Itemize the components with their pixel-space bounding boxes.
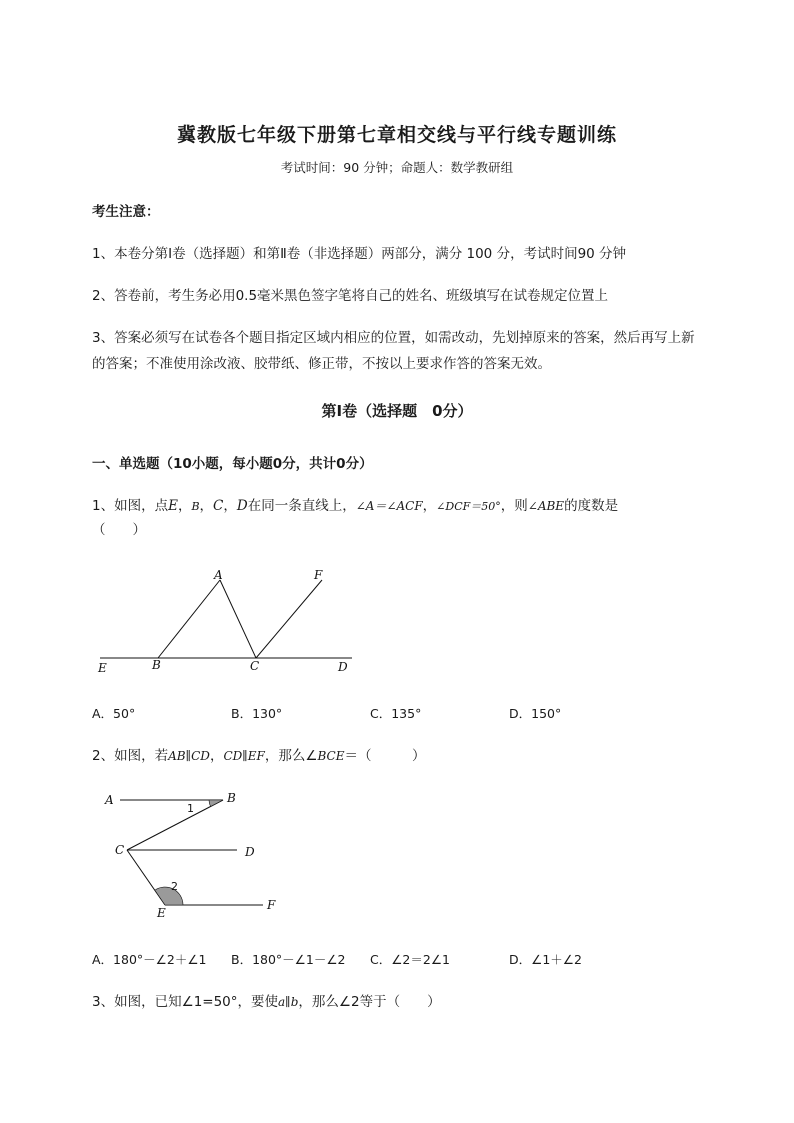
q1-option-a[interactable]: A．50° bbox=[92, 706, 136, 721]
q2-label-c: C bbox=[115, 843, 125, 857]
q1-segment-ba bbox=[158, 580, 220, 658]
q1-tail: ，则 bbox=[500, 498, 528, 514]
q3-cond: a∥b bbox=[278, 995, 299, 1009]
q2-label-e: E bbox=[157, 906, 166, 920]
q2-label-1: 1 bbox=[187, 802, 194, 815]
question-2-text bbox=[92, 744, 425, 764]
q1-label-e: E bbox=[98, 661, 107, 675]
q2-label-d: D bbox=[245, 845, 255, 859]
q2-ask: BCE bbox=[317, 749, 345, 763]
q3-num: 3、如图，已知∠1=50°，要使 bbox=[92, 994, 279, 1010]
q1-option-b[interactable]: B．130° bbox=[231, 706, 283, 721]
q1-segment-ac bbox=[220, 580, 256, 658]
q1-segment-cf bbox=[256, 580, 322, 658]
q1-label-a: A bbox=[214, 568, 223, 582]
section-title: 第Ⅰ卷（选择题 0分） bbox=[321, 402, 473, 420]
q1-point-b: B bbox=[191, 500, 200, 513]
q3-end: ，那么∠2等于（ ） bbox=[298, 994, 441, 1010]
q2-option-c[interactable]: C．∠2＝2∠1 bbox=[370, 952, 450, 967]
q1-option-d[interactable]: D．150° bbox=[509, 706, 562, 721]
q2-label-2: 2 bbox=[171, 880, 178, 893]
q1-end: 的度数是 bbox=[564, 498, 619, 514]
q1-sep: ， bbox=[223, 498, 237, 514]
q1-num: 1、如图，点 bbox=[92, 498, 169, 514]
notice-item-3: 3、答案必须写在试卷各个题目指定区域内相应的位置，如需改动，先划掉原来的答案，然后再写上新 bbox=[92, 330, 695, 346]
q1-figure bbox=[90, 560, 370, 680]
q1-ask: ∠ABE bbox=[527, 499, 565, 513]
q1-cond-2: ∠DCF＝50° bbox=[436, 500, 501, 513]
exam-subtitle: 考试时间：90 分钟；命题人：数学教研组 bbox=[280, 160, 514, 175]
q1-cond-1: ∠A＝∠ACF bbox=[355, 499, 423, 513]
q1-option-c[interactable]: C．135° bbox=[370, 706, 422, 721]
q1-label-d: D bbox=[338, 660, 348, 674]
q1-label-c: C bbox=[250, 659, 260, 673]
q1-sep: ， bbox=[177, 498, 192, 514]
part-title: 一、单选题（10小题，每小题0分，共计0分） bbox=[92, 456, 373, 472]
notice-item-1: 1、本卷分第Ⅰ卷（选择题）和第Ⅱ卷（非选择题）两部分，满分 100 分，考试时间90 分钟 bbox=[92, 246, 627, 262]
q2-option-d[interactable]: D．∠1＋∠2 bbox=[509, 952, 582, 967]
q1-mid: 在同一条直线上， bbox=[247, 498, 356, 514]
q1-sep: ， bbox=[422, 498, 437, 514]
question-3-text bbox=[92, 990, 441, 1010]
q1-sep: ， bbox=[199, 498, 214, 514]
q1-answer-paren: （ ） bbox=[92, 522, 146, 538]
q2-sep: ， bbox=[209, 748, 224, 764]
notice-heading: 考生注意： bbox=[92, 204, 160, 220]
q2-label-f: F bbox=[267, 898, 276, 912]
q1-point-e: E bbox=[168, 498, 178, 514]
q1-label-f: F bbox=[314, 568, 323, 582]
q2-angle-1-mark bbox=[209, 800, 223, 807]
q2-option-b[interactable]: B．180°－∠1－∠2 bbox=[231, 952, 346, 967]
q2-num: 2、如图，若 bbox=[92, 748, 169, 764]
q2-figure bbox=[95, 782, 295, 924]
q2-mid: ，那么∠ bbox=[264, 748, 318, 764]
q1-label-b: B bbox=[152, 658, 161, 672]
q1-point-d: D bbox=[236, 498, 248, 514]
question-1-text bbox=[92, 494, 618, 514]
q2-cond-2: CD∥EF bbox=[223, 749, 265, 763]
q2-end: ＝（ ） bbox=[344, 748, 426, 764]
q2-option-a[interactable]: A．180°－∠2＋∠1 bbox=[92, 952, 207, 967]
q2-label-b: B bbox=[227, 791, 236, 805]
notice-item-2: 2、答卷前，考生务必用0.5毫米黑色签字笔将自己的姓名、班级填写在试卷规定位置上 bbox=[92, 288, 609, 304]
q2-angle-2-mark bbox=[155, 887, 183, 905]
q2-label-a: A bbox=[105, 793, 114, 807]
q2-segment-bc bbox=[127, 800, 223, 850]
q2-cond-1: AB∥CD bbox=[168, 749, 210, 763]
page-title: 冀教版七年级下册第七章相交线与平行线专题训练 bbox=[176, 124, 617, 146]
notice-item-3-cont: 的答案；不准使用涂改液、胶带纸、修正带，不按以上要求作答的答案无效。 bbox=[92, 356, 551, 372]
q1-point-c: C bbox=[213, 498, 224, 514]
